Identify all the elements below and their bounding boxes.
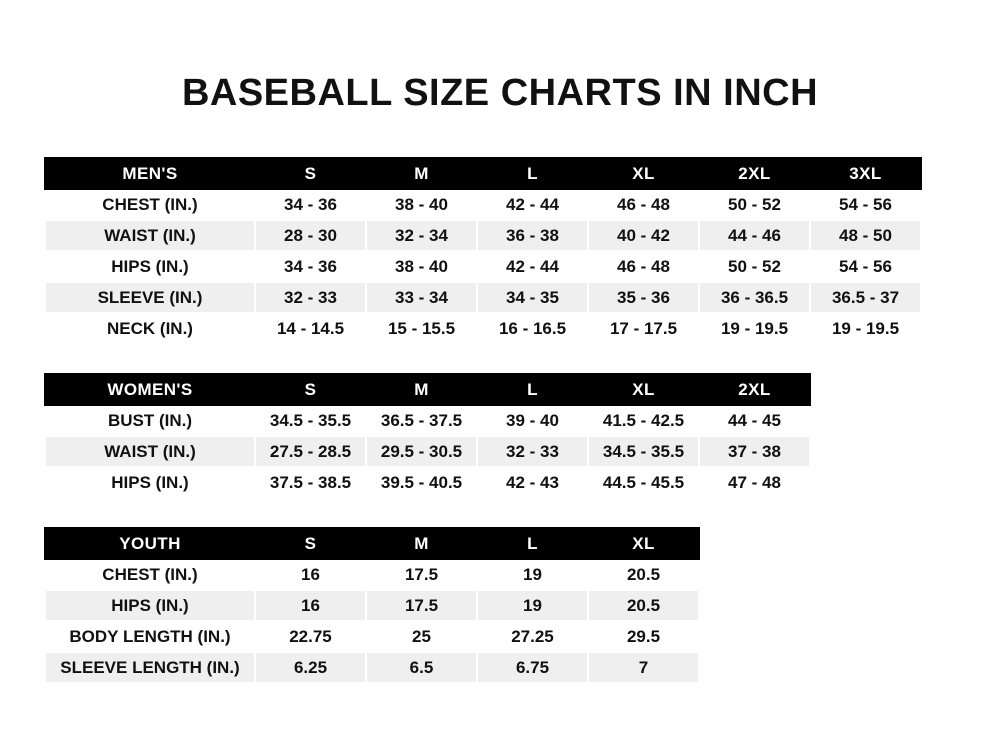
cell: 39.5 - 40.5 xyxy=(366,467,477,498)
cell: 44.5 - 45.5 xyxy=(588,467,699,498)
cell: 17.5 xyxy=(366,559,477,590)
cell: 50 - 52 xyxy=(699,251,810,282)
cell: 34 - 36 xyxy=(255,189,366,220)
row-label: CHEST (IN.) xyxy=(45,559,255,590)
table-row xyxy=(45,621,699,652)
cell: 17.5 xyxy=(366,590,477,621)
page-title: BASEBALL SIZE CHARTS IN INCH xyxy=(181,72,819,114)
cell: 29.5 xyxy=(588,621,699,652)
cell: 46 - 48 xyxy=(588,189,699,220)
row-label: HIPS (IN.) xyxy=(45,467,255,498)
cell: 44 - 45 xyxy=(699,405,810,436)
cell: 54 - 56 xyxy=(810,251,921,282)
cell: 35 - 36 xyxy=(588,282,699,313)
youth-table-body xyxy=(45,559,699,683)
mens-table-body xyxy=(45,189,921,344)
mens-header-3xl: 3XL xyxy=(810,158,921,189)
womens-header-2xl: 2XL xyxy=(699,374,810,405)
mens-header-s: S xyxy=(255,158,366,189)
cell: 34.5 - 35.5 xyxy=(588,436,699,467)
table-header-row xyxy=(45,158,921,189)
cell: 29.5 - 30.5 xyxy=(366,436,477,467)
cell: 27.5 - 28.5 xyxy=(255,436,366,467)
womens-header-l: L xyxy=(477,374,588,405)
cell: 33 - 34 xyxy=(366,282,477,313)
cell: 20.5 xyxy=(588,590,699,621)
cell: 50 - 52 xyxy=(699,189,810,220)
cell: 42 - 44 xyxy=(477,251,588,282)
mens-size-table xyxy=(44,157,922,345)
row-label: WAIST (IN.) xyxy=(45,436,255,467)
cell: 15 - 15.5 xyxy=(366,313,477,344)
cell: 6.5 xyxy=(366,652,477,683)
cell: 22.75 xyxy=(255,621,366,652)
row-label: NECK (IN.) xyxy=(45,313,255,344)
table-row xyxy=(45,220,921,251)
table-row xyxy=(45,559,699,590)
womens-header-category: WOMEN'S xyxy=(45,374,255,405)
cell: 28 - 30 xyxy=(255,220,366,251)
cell: 41.5 - 42.5 xyxy=(588,405,699,436)
cell: 16 xyxy=(255,559,366,590)
cell: 16 xyxy=(255,590,366,621)
womens-table-body xyxy=(45,405,810,498)
mens-header-xl: XL xyxy=(588,158,699,189)
womens-table-header xyxy=(45,374,810,405)
row-label: SLEEVE LENGTH (IN.) xyxy=(45,652,255,683)
youth-size-table xyxy=(44,527,700,684)
cell: 19 - 19.5 xyxy=(810,313,921,344)
cell: 42 - 44 xyxy=(477,189,588,220)
cell: 38 - 40 xyxy=(366,189,477,220)
cell: 44 - 46 xyxy=(699,220,810,251)
youth-header-s: S xyxy=(255,528,366,559)
womens-header-m: M xyxy=(366,374,477,405)
cell: 32 - 34 xyxy=(366,220,477,251)
table-row xyxy=(45,652,699,683)
row-label: BODY LENGTH (IN.) xyxy=(45,621,255,652)
mens-header-2xl: 2XL xyxy=(699,158,810,189)
table-header-row xyxy=(45,528,699,559)
youth-header-xl: XL xyxy=(588,528,699,559)
table-row xyxy=(45,436,810,467)
cell: 36.5 - 37 xyxy=(810,282,921,313)
cell: 27.25 xyxy=(477,621,588,652)
cell: 16 - 16.5 xyxy=(477,313,588,344)
row-label: WAIST (IN.) xyxy=(45,220,255,251)
womens-header-xl: XL xyxy=(588,374,699,405)
youth-header-l: L xyxy=(477,528,588,559)
cell: 17 - 17.5 xyxy=(588,313,699,344)
youth-header-m: M xyxy=(366,528,477,559)
cell: 37.5 - 38.5 xyxy=(255,467,366,498)
mens-header-category: MEN'S xyxy=(45,158,255,189)
row-label: HIPS (IN.) xyxy=(45,590,255,621)
cell: 34.5 - 35.5 xyxy=(255,405,366,436)
cell: 6.75 xyxy=(477,652,588,683)
cell: 7 xyxy=(588,652,699,683)
mens-header-m: M xyxy=(366,158,477,189)
cell: 19 xyxy=(477,590,588,621)
row-label: CHEST (IN.) xyxy=(45,189,255,220)
cell: 34 - 36 xyxy=(255,251,366,282)
cell: 37 - 38 xyxy=(699,436,810,467)
cell: 34 - 35 xyxy=(477,282,588,313)
cell: 36 - 36.5 xyxy=(699,282,810,313)
cell: 32 - 33 xyxy=(255,282,366,313)
cell: 54 - 56 xyxy=(810,189,921,220)
cell: 19 - 19.5 xyxy=(699,313,810,344)
cell: 14 - 14.5 xyxy=(255,313,366,344)
youth-header-category: YOUTH xyxy=(45,528,255,559)
cell: 39 - 40 xyxy=(477,405,588,436)
table-header-row xyxy=(45,374,810,405)
cell: 36.5 - 37.5 xyxy=(366,405,477,436)
row-label: SLEEVE (IN.) xyxy=(45,282,255,313)
cell: 32 - 33 xyxy=(477,436,588,467)
cell: 38 - 40 xyxy=(366,251,477,282)
cell: 36 - 38 xyxy=(477,220,588,251)
cell: 46 - 48 xyxy=(588,251,699,282)
womens-header-s: S xyxy=(255,374,366,405)
cell: 19 xyxy=(477,559,588,590)
cell: 47 - 48 xyxy=(699,467,810,498)
table-row xyxy=(45,590,699,621)
table-row xyxy=(45,405,810,436)
charts-container xyxy=(0,157,1000,684)
table-row xyxy=(45,251,921,282)
table-row xyxy=(45,189,921,220)
mens-table-header xyxy=(45,158,921,189)
cell: 25 xyxy=(366,621,477,652)
table-row xyxy=(45,313,921,344)
youth-table-header xyxy=(45,528,699,559)
cell: 48 - 50 xyxy=(810,220,921,251)
table-row xyxy=(45,467,810,498)
cell: 20.5 xyxy=(588,559,699,590)
cell: 6.25 xyxy=(255,652,366,683)
mens-header-l: L xyxy=(477,158,588,189)
row-label: HIPS (IN.) xyxy=(45,251,255,282)
cell: 40 - 42 xyxy=(588,220,699,251)
table-row xyxy=(45,282,921,313)
womens-size-table xyxy=(44,373,811,499)
cell: 42 - 43 xyxy=(477,467,588,498)
row-label: BUST (IN.) xyxy=(45,405,255,436)
